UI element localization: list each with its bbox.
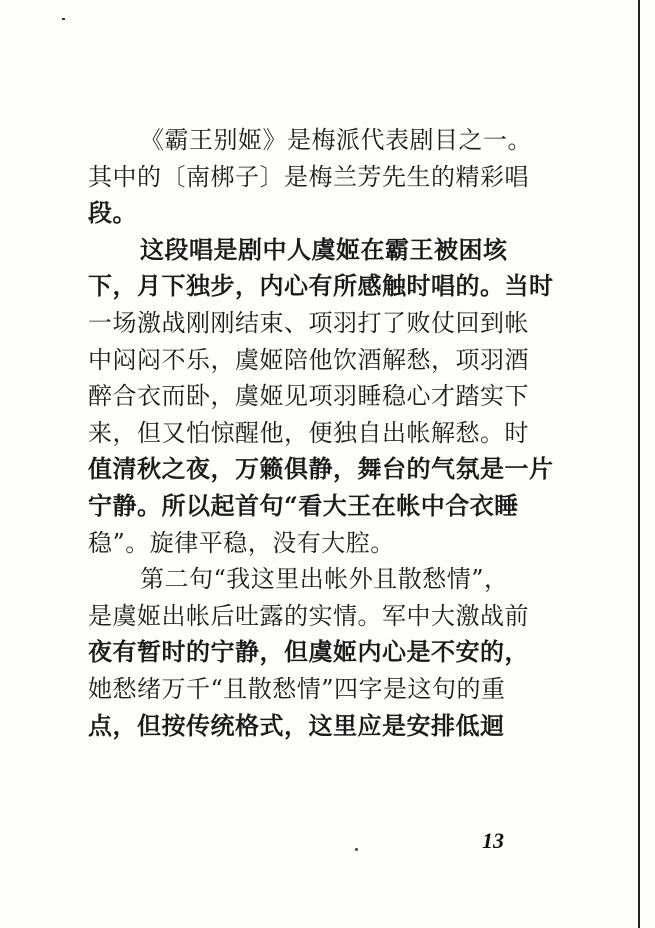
text-line: 来，但又怕惊醒他，便独自出帐解愁。时 (88, 418, 529, 447)
text-line: 夜有暂时的宁静，但虞姬内心是不安的， (88, 637, 529, 667)
text-line: 醉合衣而卧，虞姬见项羽睡稳心才踏实下 (88, 382, 529, 411)
page-number: 13 (482, 828, 504, 853)
paragraph-2 (88, 232, 578, 561)
print-speck (355, 848, 358, 851)
text-line: 这段唱是剧中人虞姬在霸王被困垓 (140, 234, 508, 264)
paragraph-1 (88, 122, 578, 232)
text-line: 中闷闷不乐，虞姬陪他饮酒解愁，项羽酒 (88, 345, 529, 374)
paragraph-3 (88, 561, 578, 744)
text-line: 值清秋之夜，万籁俱静，舞台的气氛是一片 (88, 454, 554, 484)
text-line: 下，月下独步，内心有所感触时唱的。当时 (88, 271, 554, 301)
text-line: 一场激战刚刚结束、项羽打了败仗回到帐 (88, 308, 529, 337)
text-line: 宁静。所以起首句“看大王在帐中合衣睡 (88, 490, 519, 520)
page-edge-line (638, 0, 640, 928)
body-text (88, 122, 578, 744)
print-speck (62, 18, 65, 20)
text-line: 稳”。旋律平稳，没有大腔。 (88, 528, 395, 557)
text-line: 她愁绪万千“且散愁情”四字是这句的重 (88, 674, 506, 703)
text-line: 点，但按传统格式，这里应是安排低迴 (88, 710, 505, 740)
text-line: 其中的〔南梆子〕是梅兰芳先生的精彩唱 (88, 162, 529, 191)
text-line: 段。 (88, 198, 137, 228)
text-line: 《霸王别姬》是梅派代表剧目之一。 (140, 126, 532, 154)
text-line: 是虞姬出帐后吐露的实情。军中大激战前 (88, 601, 529, 630)
text-line: 第二句“我这里出帐外且散愁情”， (140, 565, 509, 594)
